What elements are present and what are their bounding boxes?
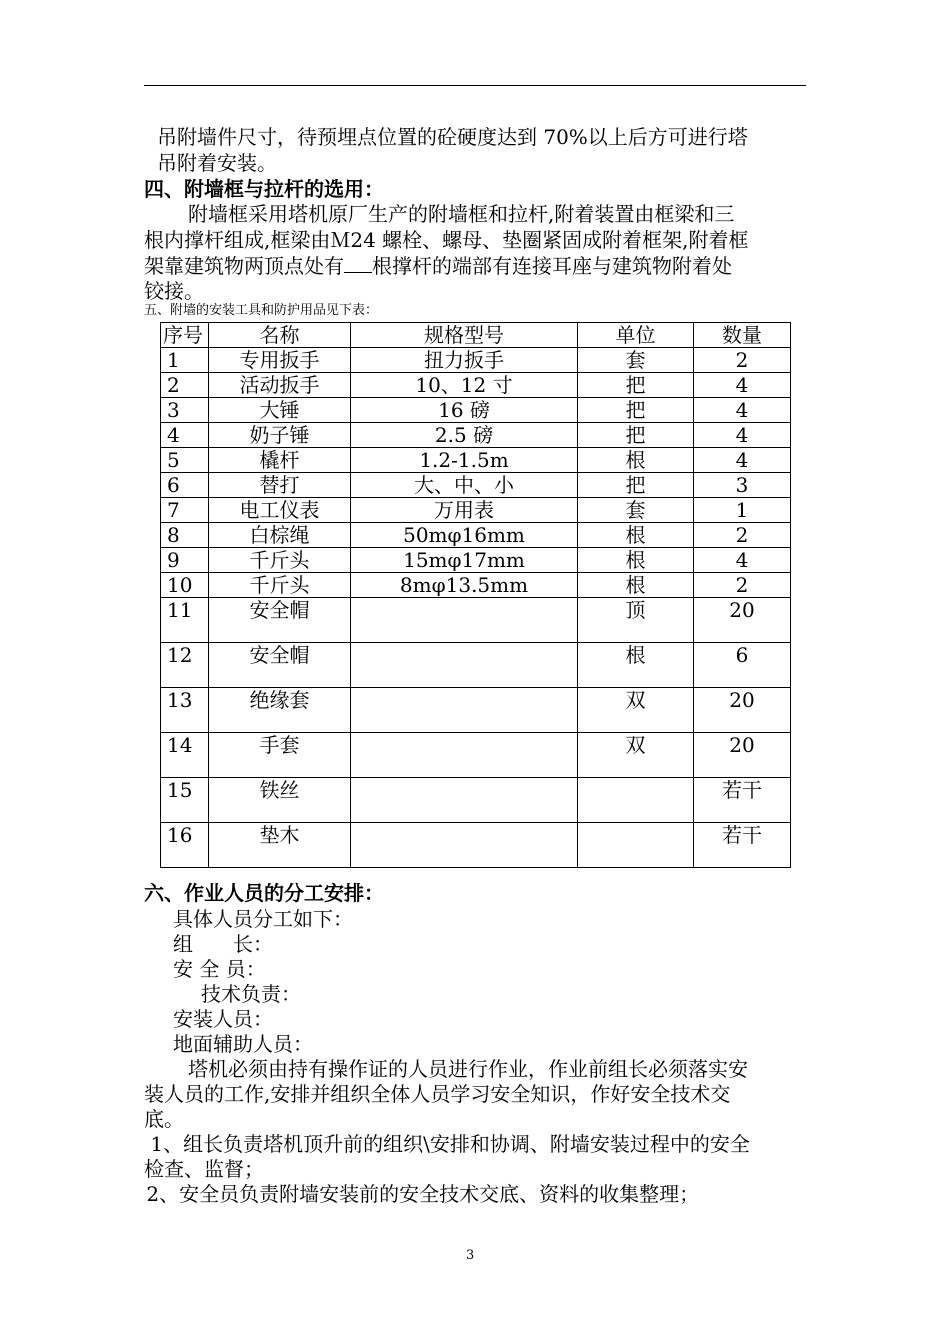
paragraph-line: 吊附墙件尺寸，待预埋点位置的砼硬度达到 70%以上后方可进行塔 (157, 125, 748, 149)
unit-cell: 根 (578, 573, 694, 598)
header-rule (144, 85, 806, 86)
spec-cell: 16 磅 (351, 398, 578, 423)
row-number-cell: 12 (161, 643, 209, 688)
unit-cell: 双 (578, 733, 694, 778)
spec-cell (351, 643, 578, 688)
spec-cell (351, 823, 578, 868)
tools-table-body (161, 323, 791, 868)
paragraph-text: 根撑杆的端部有连接耳座与建筑物附着处 (372, 254, 732, 278)
quantity-cell: 4 (694, 373, 791, 398)
table-row (161, 548, 791, 573)
spec-cell: 2.5 磅 (351, 423, 578, 448)
table-caption: 五、附墙的安装工具和防护用品见下表： (144, 303, 379, 318)
paragraph-line: 底。 (144, 1107, 184, 1131)
paragraph-line: 塔机必须由持有操作证的人员进行作业，作业前组长必须落实安 (188, 1057, 748, 1081)
item-name-cell: 手套 (209, 733, 351, 778)
item-name-cell: 大锤 (209, 398, 351, 423)
spec-cell: 扭力扳手 (351, 348, 578, 373)
paragraph-line: 铰接。 (144, 279, 204, 303)
row-number-cell: 14 (161, 733, 209, 778)
item-name-cell: 活动扳手 (209, 373, 351, 398)
header-cell: 名称 (209, 323, 351, 348)
paragraph-line: 具体人员分工如下： (173, 907, 353, 931)
header-cell: 序号 (161, 323, 209, 348)
spec-cell (351, 598, 578, 643)
unit-cell: 根 (578, 643, 694, 688)
quantity-cell: 20 (694, 688, 791, 733)
list-item: 检查、监督； (144, 1157, 264, 1181)
quantity-cell: 3 (694, 473, 791, 498)
spec-cell (351, 688, 578, 733)
spec-cell: 大、中、小 (351, 473, 578, 498)
spec-cell (351, 778, 578, 823)
quantity-cell: 20 (694, 598, 791, 643)
row-number-cell: 4 (161, 423, 209, 448)
quantity-cell: 2 (694, 573, 791, 598)
table-row (161, 523, 791, 548)
spec-cell: 1.2-1.5m (351, 448, 578, 473)
table-row (161, 423, 791, 448)
table-row (161, 473, 791, 498)
section-4-heading: 四、附墙框与拉杆的选用： (144, 177, 384, 201)
paragraph-line: 装人员的工作,安排并组织全体人员学习安全知识，作好安全技术交 (144, 1082, 731, 1106)
unit-cell: 根 (578, 548, 694, 573)
spec-cell: 8mφ13.5mm (351, 573, 578, 598)
row-number-cell: 7 (161, 498, 209, 523)
item-name-cell: 橇杆 (209, 448, 351, 473)
table-row (161, 398, 791, 423)
header-cell: 单位 (578, 323, 694, 348)
row-number-cell: 6 (161, 473, 209, 498)
role-line: 安 全 员： (173, 957, 266, 981)
unit-cell: 把 (578, 473, 694, 498)
table-row (161, 348, 791, 373)
unit-cell: 把 (578, 423, 694, 448)
fill-in-blank (344, 254, 372, 273)
table-row (161, 373, 791, 398)
table-row (161, 688, 791, 733)
table-row (161, 643, 791, 688)
paragraph-line: 根内撑杆组成,框梁由Ｍ24 螺栓、螺母、垫圈紧固成附着框架,附着框 (144, 228, 749, 252)
spec-cell: 50mφ16mm (351, 523, 578, 548)
unit-cell: 把 (578, 398, 694, 423)
quantity-cell: 若干 (694, 778, 791, 823)
quantity-cell: 2 (694, 348, 791, 373)
unit-cell: 把 (578, 373, 694, 398)
table-row (161, 573, 791, 598)
quantity-cell: 4 (694, 448, 791, 473)
header-cell: 数量 (694, 323, 791, 348)
item-name-cell: 铁丝 (209, 778, 351, 823)
quantity-cell: 若干 (694, 823, 791, 868)
item-name-cell: 专用扳手 (209, 348, 351, 373)
quantity-cell: 4 (694, 548, 791, 573)
table-row (161, 733, 791, 778)
table-row (161, 778, 791, 823)
row-number-cell: 5 (161, 448, 209, 473)
quantity-cell: 20 (694, 733, 791, 778)
role-line: 地面辅助人员： (173, 1032, 313, 1056)
item-name-cell: 千斤头 (209, 573, 351, 598)
unit-cell (578, 823, 694, 868)
table-row (161, 498, 791, 523)
tools-table (160, 322, 791, 868)
row-number-cell: 2 (161, 373, 209, 398)
spec-cell: 15mφ17mm (351, 548, 578, 573)
unit-cell: 套 (578, 348, 694, 373)
item-name-cell: 电工仪表 (209, 498, 351, 523)
item-name-cell: 安全帽 (209, 643, 351, 688)
row-number-cell: 16 (161, 823, 209, 868)
paragraph-line: 吊附着安装。 (157, 151, 277, 175)
unit-cell: 套 (578, 498, 694, 523)
row-number-cell: 1 (161, 348, 209, 373)
spec-cell: 万用表 (351, 498, 578, 523)
item-name-cell: 千斤头 (209, 548, 351, 573)
paragraph-line: 附墙框采用塔机原厂生产的附墙框和拉杆,附着装置由框梁和三 (188, 202, 735, 226)
unit-cell: 双 (578, 688, 694, 733)
row-number-cell: 9 (161, 548, 209, 573)
row-number-cell: 3 (161, 398, 209, 423)
table-row (161, 823, 791, 868)
spec-cell (351, 733, 578, 778)
item-name-cell: 白棕绳 (209, 523, 351, 548)
table-row (161, 598, 791, 643)
quantity-cell: 6 (694, 643, 791, 688)
table-row (161, 448, 791, 473)
role-line: 安装人员： (173, 1007, 273, 1031)
unit-cell (578, 778, 694, 823)
role-line: 技术负责： (201, 982, 301, 1006)
unit-cell: 根 (578, 523, 694, 548)
spec-cell: 10、12 寸 (351, 373, 578, 398)
paragraph-text: 架靠建筑物两顶点处有 (144, 254, 344, 278)
unit-cell: 根 (578, 448, 694, 473)
item-name-cell: 绝缘套 (209, 688, 351, 733)
header-cell: 规格型号 (351, 323, 578, 348)
row-number-cell: 11 (161, 598, 209, 643)
item-name-cell: 替打 (209, 473, 351, 498)
paragraph-line (144, 253, 732, 279)
section-6-heading: 六、作业人员的分工安排： (144, 881, 384, 905)
quantity-cell: 2 (694, 523, 791, 548)
quantity-cell: 4 (694, 398, 791, 423)
role-line: 组 长： (173, 932, 273, 956)
row-number-cell: 8 (161, 523, 209, 548)
item-name-cell: 垫木 (209, 823, 351, 868)
table-header-row (161, 323, 791, 348)
row-number-cell: 13 (161, 688, 209, 733)
quantity-cell: 4 (694, 423, 791, 448)
list-item: 2、安全员负责附墙安装前的安全技术交底、资料的收集整理； (140, 1182, 700, 1206)
unit-cell: 顶 (578, 598, 694, 643)
quantity-cell: 1 (694, 498, 791, 523)
item-name-cell: 奶子锤 (209, 423, 351, 448)
page-number: 3 (466, 1248, 475, 1263)
row-number-cell: 10 (161, 573, 209, 598)
item-name-cell: 安全帽 (209, 598, 351, 643)
list-item: 1、组长负责塔机顶升前的组织\安排和协调、附墙安装过程中的安全 (144, 1132, 750, 1156)
row-number-cell: 15 (161, 778, 209, 823)
